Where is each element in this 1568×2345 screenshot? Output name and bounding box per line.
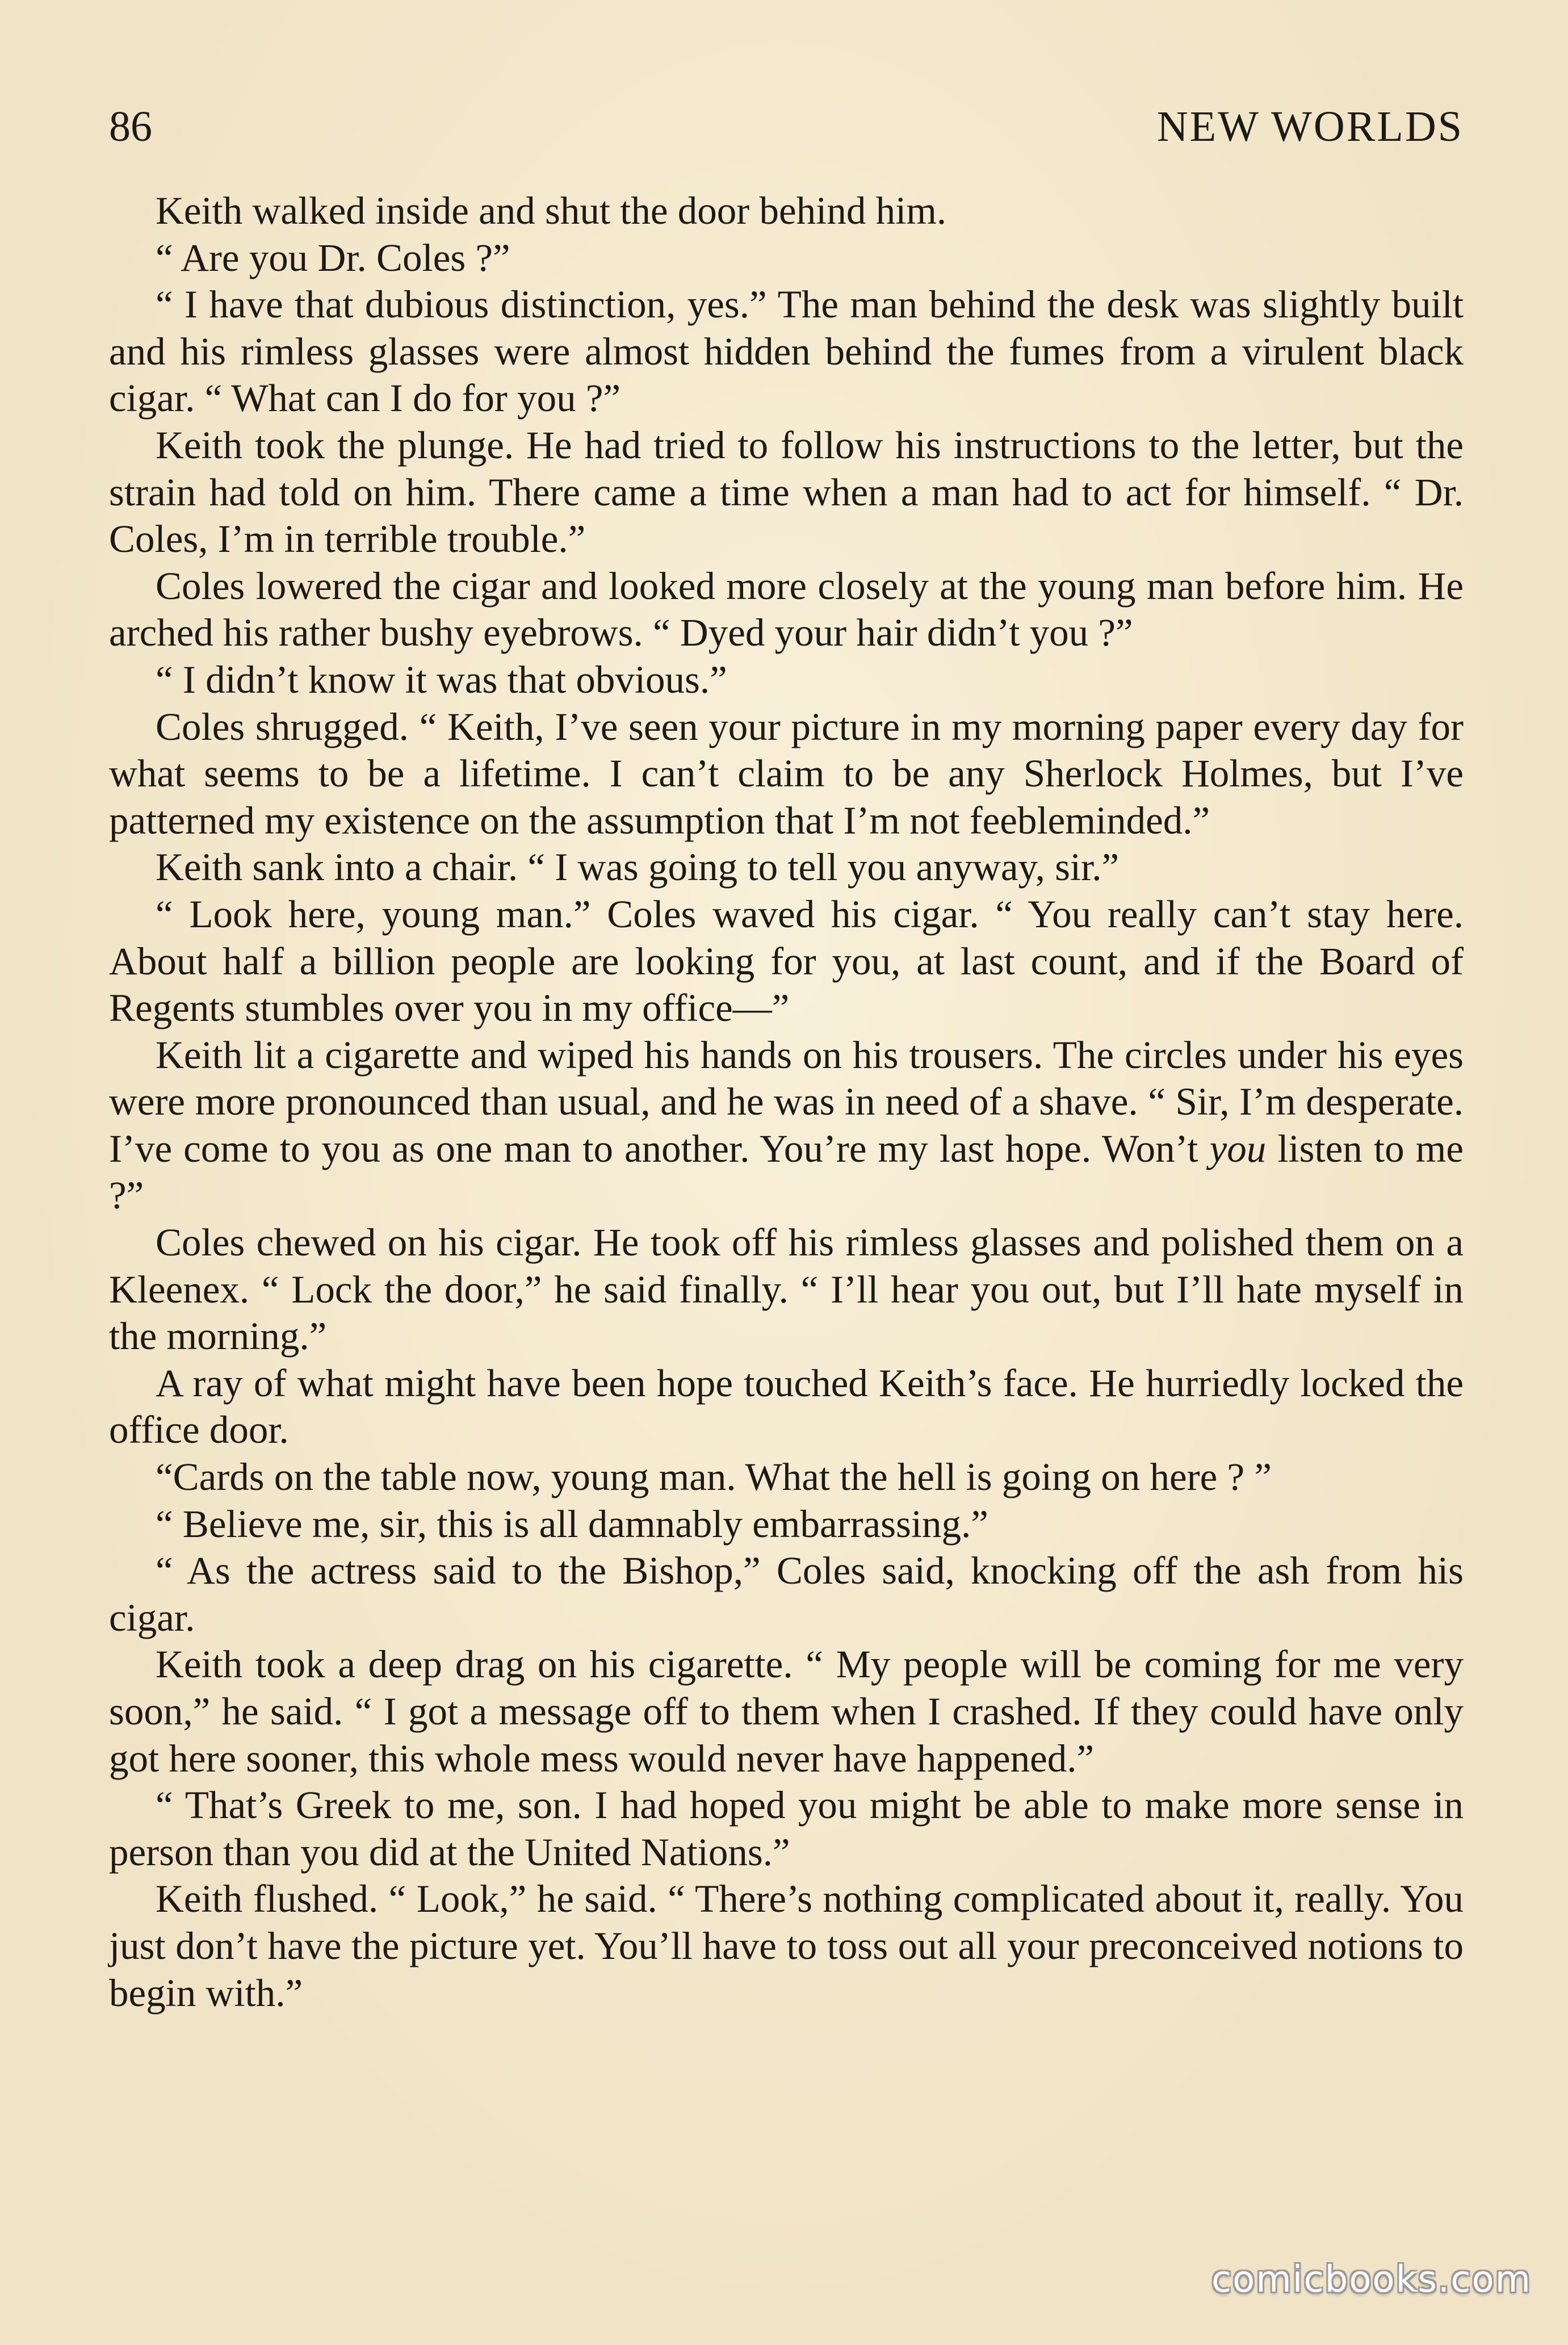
paragraph: Coles lowered the cigar and looked more closely at the young man before him. He arched his rather bushy eyebrows. “ Dyed your hair didn’t you ?” [109, 564, 1464, 655]
paragraph: “ I have that dubious distinction, yes.” The man behind the desk was slightly built and his rimless glasses were almost hidden behind the fumes from a virulent black cigar. “ What can I do for you ?” [109, 283, 1464, 420]
paragraph: “ That’s Greek to me, son. I had hoped you might be able to make more sense in person than you did at the United Nations.” [109, 1783, 1464, 1874]
story-text [109, 187, 1464, 2016]
paragraph: Keith lit a cigarette and wiped his hands on his trousers. The circles under his eyes were more pronounced than usual, and he was in need of a shave. “ Sir, I’m desperate. I’ve come to you as one man to another. You’re my last hope. Won’t you listen to me ?” [109, 1033, 1464, 1217]
page-number: 86 [109, 103, 152, 150]
watermark: comicbooks.com [1211, 2259, 1532, 2301]
paragraph: “ Believe me, sir, this is all damnably embarrassing.” [156, 1502, 988, 1546]
paragraph: “ As the actress said to the Bishop,” Coles said, knocking off the ash from his cigar. [109, 1549, 1464, 1639]
running-title: NEW WORLDS [1156, 103, 1464, 150]
paragraph: Keith sank into a chair. “ I was going to tell you anyway, sir.” [156, 845, 1120, 889]
paragraph: “ Look here, young man.” Coles waved his cigar. “ You really can’t stay here. About half a billion people are looking for you, at last count, and if the Board of Regents stumbles over you in my office—” [109, 892, 1464, 1030]
paragraph: Keith walked inside and shut the door behind him. [156, 189, 947, 232]
paragraph: A ray of what might have been hope touched Keith’s face. He hurriedly locked the office door. [109, 1361, 1464, 1452]
paragraph: Coles shrugged. “ Keith, I’ve seen your picture in my morning paper every day for what seems to be a lifetime. I can’t claim to be any Sherlock Holmes, but I’ve patterned my existence on the assumption that I’m not feebleminded.” [109, 705, 1464, 842]
paragraph: “ I didn’t know it was that obvious.” [156, 658, 727, 701]
paragraph: Keith took the plunge. He had tried to follow his instructions to the letter, but the strain had told on him. There came a time when a man had to act for himself. “ Dr. Coles, I’m in terrible trouble.” [109, 423, 1464, 561]
paragraph: Keith took a deep drag on his cigarette. “ My people will be coming for me very soon,” he said. “ I got a message off to them when I crashed. If they could have only got here sooner, this whole mess would never have happened.” [109, 1643, 1464, 1780]
paragraph: “ Are you Dr. Coles ?” [156, 236, 510, 279]
emphasis: you [1209, 1127, 1267, 1170]
paragraph: “Cards on the table now, young man. What the hell is going on here ? ” [156, 1455, 1272, 1499]
paragraph: Keith flushed. “ Look,” he said. “ There’s nothing complicated about it, really. You just don’t have the picture yet. You’ll have to toss out all your preconceived notions to begin with.” [109, 1877, 1464, 2015]
paragraph: Coles chewed on his cigar. He took off his rimless glasses and polished them on a Kleenex. “ Lock the door,” he said finally. “ I’ll hear you out, but I’ll hate myself in the morning.” [109, 1221, 1464, 1358]
page-header [109, 95, 1464, 158]
